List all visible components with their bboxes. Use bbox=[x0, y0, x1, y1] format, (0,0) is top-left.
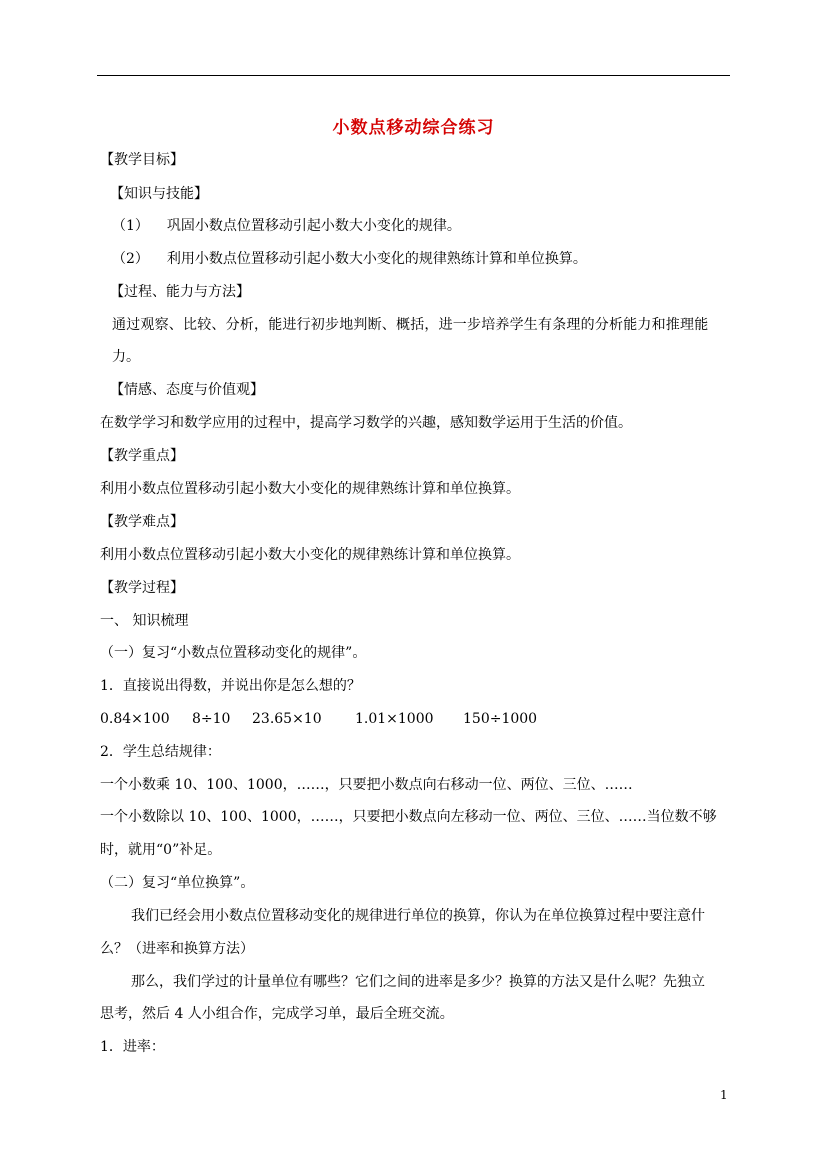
key-points-text: 利用小数点位置移动引起小数大小变化的规律熟练计算和单位换算。 bbox=[100, 481, 520, 497]
difficulties-text: 利用小数点位置移动引起小数大小变化的规律熟练计算和单位换算。 bbox=[100, 547, 520, 563]
calculation-item: 1.01×1000 bbox=[355, 711, 434, 727]
calculation-row bbox=[100, 709, 537, 729]
calculation-item: 150÷1000 bbox=[463, 711, 538, 727]
goal-1 bbox=[112, 216, 461, 236]
heading-teaching-process: 【教学过程】 bbox=[100, 580, 184, 596]
heading-key-points: 【教学重点】 bbox=[100, 448, 184, 464]
calculation-item: 8÷10 bbox=[192, 711, 231, 727]
heading-knowledge-skills: 【知识与技能】 bbox=[110, 186, 208, 202]
paragraph-1-line-1: 我们已经会用小数点位置移动变化的规律进行单位的换算，你认为在单位换算过程中要注意什 bbox=[131, 908, 705, 924]
page-number: 1 bbox=[720, 1088, 728, 1102]
paragraph-2-line-1: 那么，我们学过的计量单位有哪些？它们之间的进率是多少？换算的方法又是什么呢？先独立 bbox=[131, 974, 705, 990]
rate-heading: 1．进率： bbox=[100, 1039, 165, 1055]
paragraph-2-line-2: 思考，然后 4 人小组合作，完成学习单，最后全班交流。 bbox=[100, 1006, 454, 1022]
goal-2-text: 利用小数点位置移动引起小数大小变化的规律熟练计算和单位换算。 bbox=[166, 251, 587, 267]
process-text-line-1: 通过观察、比较、分析，能进行初步地判断、概括，进一步培养学生有条理的分析能力和推理能 bbox=[112, 317, 709, 333]
heading-process-methods: 【过程、能力与方法】 bbox=[110, 284, 250, 300]
heading-teaching-goals: 【教学目标】 bbox=[100, 152, 184, 168]
question-2: 2．学生总结规律： bbox=[100, 744, 221, 760]
rule-divide-line-2: 时，就用“0”补足。 bbox=[100, 842, 222, 858]
header-rule bbox=[97, 75, 730, 76]
goal-1-number: （1） bbox=[112, 218, 149, 234]
goal-2 bbox=[112, 249, 587, 269]
question-1: 1．直接说出得数，并说出你是怎么想的？ bbox=[100, 678, 361, 694]
goal-1-text: 巩固小数点位置移动引起小数大小变化的规律。 bbox=[166, 218, 461, 234]
review-unit-heading: （二）复习“单位换算”。 bbox=[100, 875, 255, 891]
goal-2-number: （2） bbox=[112, 251, 149, 267]
rule-divide-line-1: 一个小数除以 10、100、1000，……，只要把小数点向左移动一位、两位、三位、……当位数不够 bbox=[100, 809, 717, 825]
heading-emotion: 【情感、态度与价值观】 bbox=[110, 382, 264, 398]
calculation-item: 23.65×10 bbox=[252, 711, 322, 727]
section-knowledge-review: 一、 知识梳理 bbox=[100, 613, 189, 629]
calculation-item: 0.84×100 bbox=[100, 711, 170, 727]
paragraph-1-line-2: 么？（进率和换算方法） bbox=[100, 941, 254, 957]
rule-multiply: 一个小数乘 10、100、1000，……，只要把小数点向右移动一位、两位、三位、…… bbox=[100, 777, 633, 793]
process-text-line-2: 力。 bbox=[112, 349, 140, 365]
page-title: 小数点移动综合练习 bbox=[332, 118, 495, 138]
review-rule-heading: （一）复习“小数点位置移动变化的规律”。 bbox=[100, 645, 367, 661]
emotion-text: 在数学学习和数学应用的过程中，提高学习数学的兴趣，感知数学运用于生活的价值。 bbox=[100, 415, 632, 431]
heading-difficulties: 【教学难点】 bbox=[100, 514, 184, 530]
